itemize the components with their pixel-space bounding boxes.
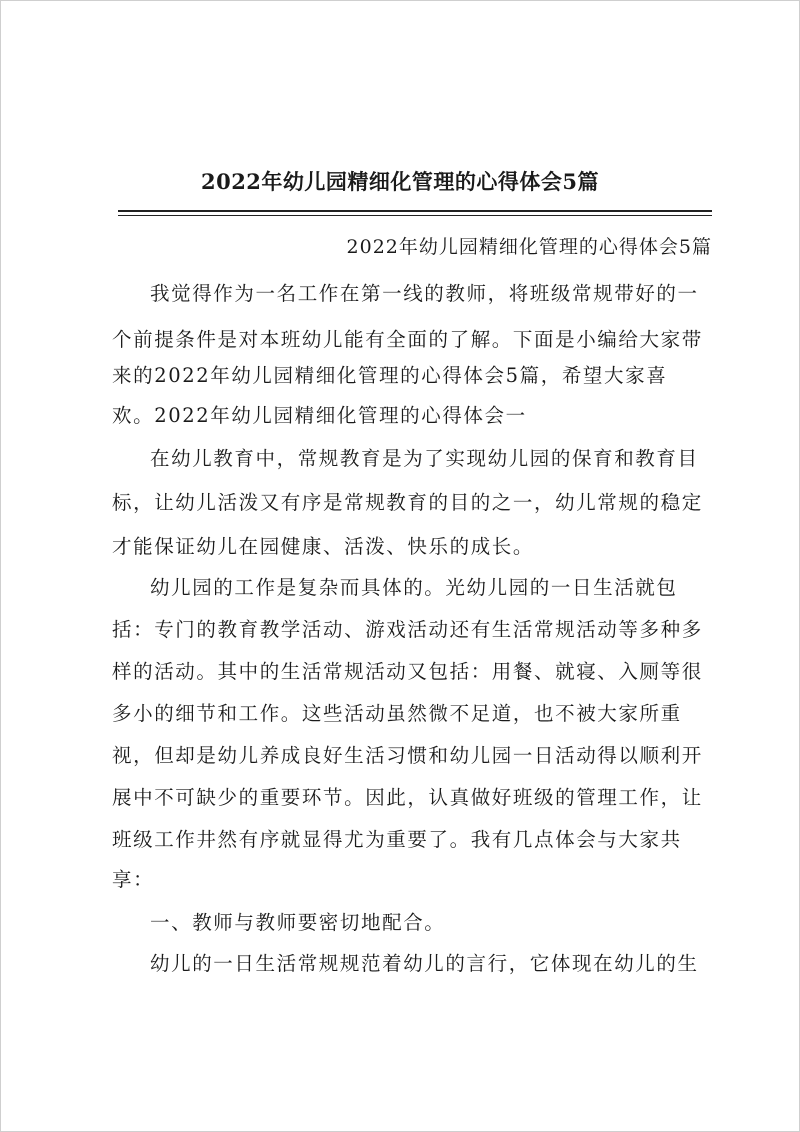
document-title: 2022年幼儿园精细化管理的心得体会5篇 [200, 169, 600, 194]
paragraph-line: 标，让幼儿活泼又有序是常规教育的目的之一，幼儿常规的稳定 [112, 491, 703, 514]
paragraph-line: 样的活动。其中的生活常规活动又包括：用餐、就寝、入厕等很 [112, 660, 703, 683]
section-heading: 一、教师与教师要密切地配合。 [150, 911, 446, 934]
title-rule-thin [118, 215, 712, 216]
paragraph-line: 在幼儿教育中，常规教育是为了实现幼儿园的保育和教育目 [150, 447, 699, 470]
paragraph-line: 幼儿的一日生活常规规范着幼儿的言行，它体现在幼儿的生 [150, 952, 699, 975]
paragraph-line: 视，但却是幼儿养成良好生活习惯和幼儿园一日活动得以顺利开 [112, 744, 703, 767]
document-subtitle: 2022年幼儿园精细化管理的心得体会5篇 [346, 236, 712, 258]
paragraph-line: 来的2022年幼儿园精细化管理的心得体会5篇，希望大家喜 [112, 364, 668, 387]
paragraph-line: 展中不可缺少的重要环节。因此，认真做好班级的管理工作，让 [112, 786, 703, 809]
paragraph-line: 才能保证幼儿在园健康、活泼、快乐的成长。 [112, 535, 535, 558]
paragraph-line: 班级工作井然有序就显得尤为重要了。我有几点体会与大家共 [112, 828, 682, 851]
paragraph-line: 我觉得作为一名工作在第一线的教师，将班级常规带好的一 [150, 282, 699, 305]
title-rule-thick [118, 210, 712, 212]
paragraph-line: 享： [112, 868, 155, 891]
paragraph-line: 欢。2022年幼儿园精细化管理的心得体会一 [112, 404, 527, 427]
paragraph-line: 括：专门的教育教学活动、游戏活动还有生活常规活动等多种多 [112, 618, 703, 641]
paragraph-line: 多小的细节和工作。这些活动虽然微不足道，也不被大家所重 [112, 702, 682, 725]
paragraph-line: 幼儿园的工作是复杂而具体的。光幼儿园的一日生活就包 [150, 576, 678, 599]
paragraph-line: 个前提条件是对本班幼儿能有全面的了解。下面是小编给大家带 [112, 328, 703, 351]
